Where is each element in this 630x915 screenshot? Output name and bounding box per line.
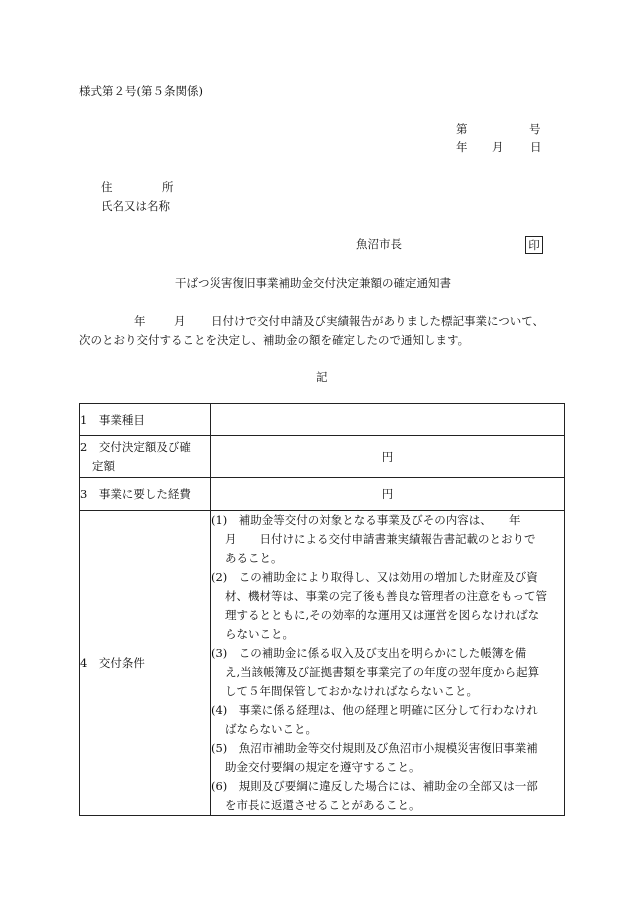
condition-line: らないこと。 <box>225 627 294 641</box>
project-type-label: 1 事業種目 <box>80 404 211 436</box>
address-label-a: 住 <box>101 180 113 194</box>
table-row <box>80 511 565 816</box>
project-type-value <box>211 404 565 436</box>
condition-line: (5) 魚沼市補助金等交付規則及び魚沼市小規模災害復旧事業補 <box>211 741 538 755</box>
decision-amount-value: 円 <box>211 436 565 478</box>
condition-item <box>211 701 564 739</box>
details-table <box>79 403 565 816</box>
condition-line: 助金交付要綱の規定を遵守すること。 <box>225 760 421 774</box>
condition-line: (3) この補助金に係る収入及び支出を明らかにした帳簿を備 <box>211 646 527 660</box>
decision-amount-label <box>80 436 211 478</box>
expense-label: 3 事業に要した経費 <box>80 478 211 511</box>
body-line1: 日付けで交付申請及び実績報告がありました標記事業について、 <box>211 314 545 328</box>
table-row <box>80 404 565 436</box>
condition-item <box>211 739 564 777</box>
ki-heading: 記 <box>316 370 328 384</box>
condition-line: して５年間保管しておかなければならないこと。 <box>225 684 478 698</box>
date-year: 年 <box>456 140 468 154</box>
condition-line: (6) 規則及び要綱に違反した場合には、補助金の全部又は一部 <box>211 779 538 793</box>
condition-line: あること。 <box>225 551 283 565</box>
form-number: 様式第２号(第５条関係) <box>79 84 203 98</box>
condition-item <box>211 644 564 701</box>
date-month: 月 <box>492 140 504 154</box>
condition-line: ばならないこと。 <box>225 722 317 736</box>
condition-item <box>211 777 564 815</box>
document-title: 干ばつ災害復旧事業補助金交付決定兼額の確定通知書 <box>175 276 451 290</box>
condition-line: 理するとともに,その効率的な運用又は運営を図らなければな <box>225 608 540 622</box>
condition-item <box>211 568 564 644</box>
date-day: 日 <box>530 140 542 154</box>
body-year: 年 <box>134 314 146 328</box>
condition-line: 月 日付けによる交付申請書兼実績報告書記載のとおりで <box>225 532 536 546</box>
condition-line: (1) 補助金等交付の対象となる事業及びその内容は、 年 <box>211 513 521 527</box>
condition-line: を市長に返還させることがあること。 <box>225 798 421 812</box>
body-month: 月 <box>174 314 186 328</box>
condition-line: (2) この補助金により取得し、又は効用の増加した財産及び資 <box>211 570 538 584</box>
address-label-b: 所 <box>162 180 174 194</box>
condition-line: 材、機材等は、事業の完了後も善良な管理者の注意をもって管 <box>225 589 547 603</box>
decision-amount-label-line2: 定額 <box>92 458 115 473</box>
table-row <box>80 478 565 511</box>
table-row <box>80 436 565 478</box>
decision-amount-label-line1: 2 交付決定額及び確 <box>80 439 191 454</box>
name-label: 氏名又は名称 <box>101 199 170 213</box>
conditions-label: 4 交付条件 <box>80 511 211 816</box>
issuer-name: 魚沼市長 <box>356 237 402 251</box>
body-line2: 次のとおり交付することを決定し、補助金の額を確定したので通知します。 <box>79 333 470 347</box>
seal-stamp: 印 <box>525 236 543 254</box>
issue-number-suffix: 号 <box>529 122 541 136</box>
conditions-list <box>211 511 565 816</box>
expense-value: 円 <box>211 478 565 511</box>
condition-line: え,当該帳簿及び証拠書類を事業完了の年度の翌年度から起算 <box>225 665 540 679</box>
condition-item <box>211 511 564 568</box>
issue-number-prefix: 第 <box>456 122 468 136</box>
condition-line: (4) 事業に係る経理は、他の経理と明確に区分して行わなけれ <box>211 703 538 717</box>
